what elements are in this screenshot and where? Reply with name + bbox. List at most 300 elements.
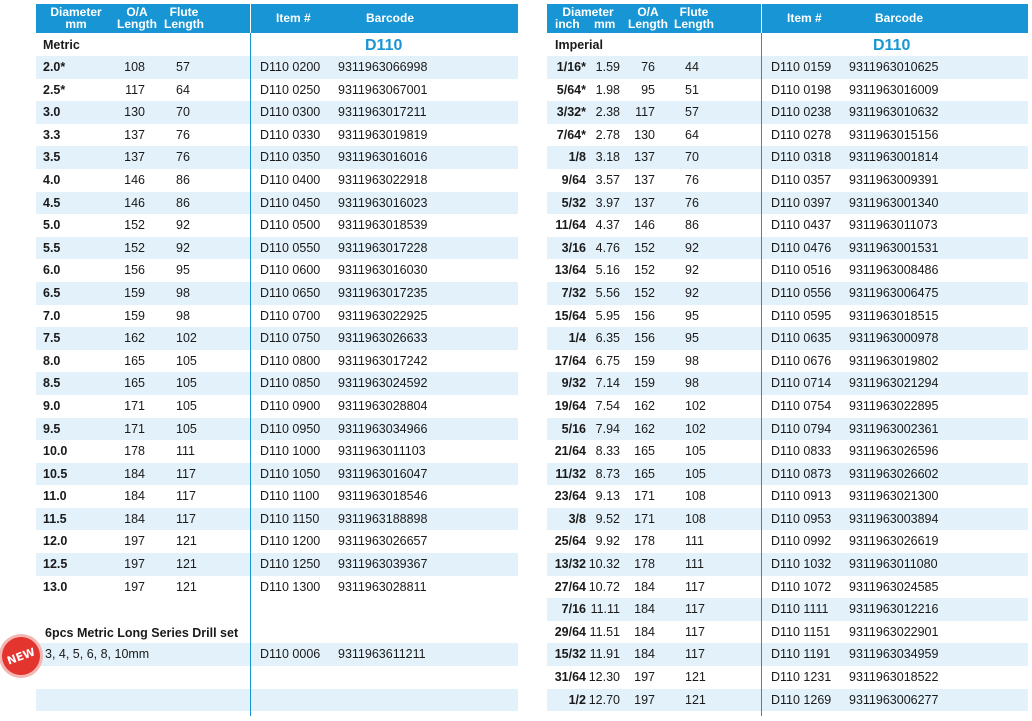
- barcode-cell: 9311963021300: [849, 489, 939, 504]
- item-number-cell: D110 0450: [260, 195, 321, 210]
- barcode-cell: 9311963011103: [338, 444, 426, 459]
- table-row: [36, 56, 518, 79]
- diameter-cell: 3.5: [43, 150, 61, 165]
- item-number-cell: D110 0794: [771, 421, 832, 436]
- oa-length-cell: 165: [634, 444, 655, 459]
- diameter-header: Diameter: [562, 5, 614, 19]
- item-number-cell: D110 0700: [260, 308, 321, 323]
- table-row: [547, 576, 1028, 599]
- mm-cell: 1.98: [595, 82, 620, 97]
- table-row: [36, 146, 518, 169]
- table-row: [547, 237, 1028, 260]
- barcode-cell: 9311963022895: [849, 398, 939, 413]
- oa-length-cell: 197: [634, 670, 655, 685]
- item-number-cell: D110 0800: [260, 353, 321, 368]
- inch-cell: 7/16: [561, 602, 586, 617]
- barcode-cell: 9311963019819: [338, 127, 428, 142]
- oa-length-cell: 156: [634, 331, 655, 346]
- barcode-cell: 9311963011080: [849, 557, 938, 572]
- table-row: [36, 508, 518, 531]
- oa-length-cell: 152: [124, 218, 145, 233]
- flute-length-cell: 98: [176, 308, 190, 323]
- oa-length-cell: 165: [634, 466, 655, 481]
- table-row: [36, 169, 518, 192]
- table-row: [547, 530, 1028, 553]
- oa-length-cell: 152: [634, 263, 655, 278]
- mm-cell: 7.14: [595, 376, 620, 391]
- table-row: [36, 282, 518, 305]
- barcode-cell: 9311963026602: [849, 466, 939, 481]
- barcode-cell: 9311963017228: [338, 240, 428, 255]
- set-item-number: D110 0006: [260, 647, 321, 662]
- barcode-cell: 9311963015156: [849, 127, 939, 142]
- table-row: [547, 508, 1028, 531]
- oa-length-cell: 152: [124, 240, 145, 255]
- mm-cell: 8.73: [595, 466, 620, 481]
- item-number-cell: D110 0516: [771, 263, 832, 278]
- barcode-cell: 9311963011073: [849, 218, 938, 233]
- barcode-cell: 9311963028804: [338, 398, 428, 413]
- barcode-header: Barcode: [366, 11, 415, 25]
- metric-blank-row: [36, 689, 518, 712]
- diameter-cell: 7.5: [43, 331, 61, 346]
- item-number-cell: D110 0550: [260, 240, 321, 255]
- barcode-cell: 9311963003894: [849, 511, 939, 526]
- item-number-cell: D110 0238: [771, 105, 832, 120]
- oa-length-cell: 165: [124, 376, 145, 391]
- inch-cell: 3/16: [561, 240, 586, 255]
- flute-length-cell: 98: [685, 353, 699, 368]
- barcode-cell: 9311963024585: [849, 579, 939, 594]
- imperial-table: [547, 4, 1028, 711]
- metric-header-row: [36, 4, 518, 33]
- oa-length-cell: 146: [124, 172, 145, 187]
- barcode-cell: 9311963018546: [338, 489, 428, 504]
- mm-cell: 6.75: [595, 353, 620, 368]
- mm-cell: 9.52: [595, 511, 620, 526]
- flute-length-cell: 121: [176, 557, 197, 572]
- item-number-cell: D110 1300: [260, 579, 321, 594]
- inch-cell: 13/64: [554, 263, 586, 278]
- oa-length-cell: 156: [124, 263, 145, 278]
- flute-length-cell: 102: [176, 331, 197, 346]
- table-row: [547, 485, 1028, 508]
- diameter-cell: 5.0: [43, 218, 61, 233]
- metric-rows: [36, 56, 518, 598]
- mm-cell: 3.18: [595, 150, 620, 165]
- metric-blank-row: [36, 598, 518, 621]
- oa-sub-header: Length: [117, 17, 157, 31]
- oa-length-cell: 130: [124, 105, 145, 120]
- oa-length-cell: 95: [641, 82, 655, 97]
- item-number-cell: D110 1111: [771, 602, 829, 617]
- mm-cell: 5.95: [595, 308, 620, 323]
- table-row: [547, 282, 1028, 305]
- inch-cell: 3/32*: [556, 105, 586, 120]
- oa-length-cell: 162: [124, 331, 145, 346]
- flute-length-cell: 108: [685, 489, 706, 504]
- table-row: [547, 666, 1028, 689]
- diameter-cell: 6.5: [43, 285, 61, 300]
- item-number-cell: D110 0500: [260, 218, 321, 233]
- barcode-cell: 9311963022925: [338, 308, 428, 323]
- flute-length-cell: 121: [685, 692, 706, 707]
- inch-cell: 25/64: [554, 534, 586, 549]
- diameter-cell: 4.5: [43, 195, 61, 210]
- table-row: [547, 124, 1028, 147]
- flute-length-cell: 44: [685, 60, 699, 74]
- barcode-cell: 9311963009391: [849, 172, 939, 187]
- flute-length-cell: 117: [176, 466, 196, 481]
- table-row: [36, 463, 518, 486]
- oa-length-cell: 117: [635, 105, 655, 120]
- flute-length-cell: 117: [685, 647, 705, 662]
- item-number-cell: D110 0200: [260, 60, 321, 74]
- flute-length-cell: 111: [176, 444, 196, 459]
- diameter-cell: 9.5: [43, 421, 61, 436]
- item-number-cell: D110 0676: [771, 353, 832, 368]
- oa-length-cell: 178: [124, 444, 145, 459]
- metric-section-label: Metric: [43, 38, 80, 52]
- barcode-cell: 9311963008486: [849, 263, 939, 278]
- diameter-cell: 8.5: [43, 376, 61, 391]
- inch-cell: 1/2: [568, 692, 586, 707]
- table-row: [36, 576, 518, 599]
- diameter-cell: 11.5: [43, 511, 67, 526]
- set-barcode: 9311963611211: [338, 647, 426, 662]
- table-row: [547, 146, 1028, 169]
- item-number-cell: D110 1032: [771, 557, 832, 572]
- item-number-cell: D110 0714: [771, 376, 832, 391]
- flute-length-cell: 102: [685, 421, 706, 436]
- table-row: [36, 440, 518, 463]
- mm-cell: 5.56: [595, 285, 620, 300]
- oa-length-cell: 184: [124, 511, 145, 526]
- set-title-row: [36, 621, 518, 644]
- diameter-cell: 10.0: [43, 444, 68, 459]
- table-row: [547, 259, 1028, 282]
- table-row: [36, 101, 518, 124]
- diameter-cell: 3.3: [43, 127, 61, 142]
- diameter-cell: 6.0: [43, 263, 61, 278]
- oa-length-cell: 152: [634, 285, 655, 300]
- barcode-cell: 9311963018515: [849, 308, 939, 323]
- new-badge-label: NEW: [5, 644, 37, 668]
- item-number-cell: D110 0350: [260, 150, 321, 165]
- flute-length-cell: 64: [176, 82, 190, 97]
- table-row: [36, 418, 518, 441]
- flute-length-cell: 102: [685, 398, 706, 413]
- mm-cell: 11.11: [590, 602, 620, 617]
- oa-sub-header: Length: [628, 17, 668, 31]
- item-header: Item #: [787, 11, 822, 25]
- oa-length-cell: 137: [634, 172, 655, 187]
- table-row: [36, 192, 518, 215]
- inch-cell: 1/8: [568, 150, 586, 165]
- mm-cell: 11.51: [589, 624, 620, 639]
- table-row: [547, 643, 1028, 666]
- flute-sub-header: Length: [164, 17, 204, 31]
- table-row: [36, 305, 518, 328]
- mm-cell: 11.91: [589, 647, 620, 662]
- oa-length-cell: 165: [124, 353, 145, 368]
- table-row: [547, 192, 1028, 215]
- inch-cell: 27/64: [554, 579, 586, 594]
- item-number-cell: D110 0833: [771, 444, 832, 459]
- mm-cell: 7.94: [595, 421, 620, 436]
- table-row: [547, 101, 1028, 124]
- table-row: [547, 440, 1028, 463]
- oa-length-cell: 130: [634, 127, 655, 142]
- diameter-header: Diameter: [50, 5, 102, 19]
- oa-length-cell: 146: [124, 195, 145, 210]
- mm-cell: 4.76: [595, 240, 620, 255]
- inch-cell: 31/64: [554, 670, 586, 685]
- flute-length-cell: 108: [685, 511, 706, 526]
- flute-header: Flute: [679, 5, 709, 19]
- item-number-cell: D110 0159: [771, 60, 832, 74]
- diameter-cell: 13.0: [43, 579, 68, 594]
- table-row: [547, 350, 1028, 373]
- imperial-series-title: D110: [873, 37, 911, 54]
- mm-cell: 1.59: [595, 60, 620, 74]
- oa-length-cell: 197: [124, 557, 145, 572]
- mm-cell: 10.72: [588, 579, 620, 594]
- mm-header: mm: [594, 17, 616, 31]
- barcode-cell: 9311963034966: [338, 421, 428, 436]
- item-number-cell: D110 0318: [771, 150, 832, 165]
- flute-length-cell: 57: [685, 105, 699, 120]
- diameter-cell: 5.5: [43, 240, 61, 255]
- diameter-cell: 9.0: [43, 398, 61, 413]
- header-separator: [250, 4, 251, 33]
- barcode-cell: 9311963018522: [849, 670, 939, 685]
- table-row: [36, 350, 518, 373]
- inch-cell: 3/8: [568, 511, 586, 526]
- mm-cell: 6.35: [595, 331, 620, 346]
- oa-length-cell: 159: [634, 376, 655, 391]
- flute-length-cell: 86: [176, 172, 190, 187]
- item-number-cell: D110 0198: [771, 82, 832, 97]
- table-row: [36, 485, 518, 508]
- mm-cell: 9.13: [595, 489, 620, 504]
- flute-length-cell: 117: [176, 489, 196, 504]
- inch-cell: 15/64: [554, 308, 586, 323]
- flute-length-cell: 98: [685, 376, 699, 391]
- oa-length-cell: 171: [634, 511, 655, 526]
- oa-length-cell: 76: [641, 60, 655, 74]
- item-number-cell: D110 1151: [771, 624, 831, 639]
- inch-cell: 13/32: [554, 557, 586, 572]
- barcode-header: Barcode: [875, 11, 924, 25]
- mm-cell: 2.78: [595, 127, 620, 142]
- oa-length-cell: 162: [634, 421, 655, 436]
- set-title: 6pcs Metric Long Series Drill set: [45, 625, 239, 640]
- item-number-cell: D110 0556: [771, 285, 832, 300]
- flute-length-cell: 105: [176, 353, 197, 368]
- oa-header: O/A: [637, 5, 659, 19]
- mm-cell: 4.37: [595, 218, 620, 233]
- flute-length-cell: 70: [685, 150, 699, 165]
- diameter-cell: 12.5: [43, 557, 68, 572]
- oa-length-cell: 117: [125, 82, 145, 97]
- barcode-cell: 9311963039367: [338, 557, 428, 572]
- mm-cell: 3.97: [595, 195, 620, 210]
- barcode-cell: 9311963016023: [338, 195, 428, 210]
- oa-length-cell: 137: [634, 150, 655, 165]
- set-detail-row: [36, 643, 518, 666]
- item-number-cell: D110 1191: [771, 647, 831, 662]
- imperial-section-label: Imperial: [555, 38, 603, 52]
- oa-length-cell: 137: [124, 127, 145, 142]
- table-row: [547, 372, 1028, 395]
- item-number-cell: D110 1050: [260, 466, 321, 481]
- inch-cell: 17/64: [554, 353, 586, 368]
- item-number-cell: D110 0600: [260, 263, 321, 278]
- item-number-cell: D110 0992: [771, 534, 832, 549]
- barcode-cell: 9311963016009: [849, 82, 939, 97]
- flute-length-cell: 92: [685, 240, 699, 255]
- inch-cell: 5/64*: [556, 82, 586, 97]
- item-number-cell: D110 0400: [260, 172, 321, 187]
- table-row: [547, 463, 1028, 486]
- metric-blank-row: [36, 666, 518, 689]
- flute-length-cell: 121: [685, 670, 706, 685]
- item-number-cell: D110 0953: [771, 511, 832, 526]
- inch-cell: 9/32: [561, 376, 586, 391]
- header-separator: [761, 4, 762, 33]
- barcode-cell: 9311963012216: [849, 602, 939, 617]
- item-number-cell: D110 0950: [260, 421, 321, 436]
- oa-length-cell: 171: [124, 398, 145, 413]
- flute-length-cell: 92: [685, 285, 699, 300]
- flute-length-cell: 105: [176, 376, 197, 391]
- mm-cell: 12.30: [588, 670, 620, 685]
- inch-cell: 1/16*: [556, 60, 586, 74]
- item-number-cell: D110 0250: [260, 82, 321, 97]
- flute-length-cell: 98: [176, 285, 190, 300]
- imperial-column-divider: [761, 33, 762, 716]
- barcode-cell: 9311963001340: [849, 195, 939, 210]
- item-number-cell: D110 1231: [771, 670, 832, 685]
- item-number-cell: D110 0873: [771, 466, 832, 481]
- imperial-header-row: [547, 4, 1028, 33]
- oa-length-cell: 184: [124, 466, 145, 481]
- inch-cell: 11/64: [555, 218, 586, 233]
- oa-length-cell: 146: [634, 218, 655, 233]
- barcode-cell: 9311963010632: [849, 105, 939, 120]
- flute-length-cell: 92: [176, 240, 190, 255]
- table-row: [547, 621, 1028, 644]
- inch-cell: 23/64: [554, 489, 586, 504]
- oa-length-cell: 108: [124, 60, 145, 74]
- flute-length-cell: 121: [176, 579, 197, 594]
- table-row: [36, 327, 518, 350]
- barcode-cell: 9311963018539: [338, 218, 428, 233]
- diameter-cell: 8.0: [43, 353, 61, 368]
- oa-length-cell: 178: [634, 557, 655, 572]
- flute-length-cell: 86: [176, 195, 190, 210]
- item-number-cell: D110 1100: [260, 489, 320, 504]
- inch-cell: 5/32: [561, 195, 586, 210]
- oa-length-cell: 184: [634, 647, 655, 662]
- oa-length-cell: 171: [634, 489, 655, 504]
- metric-series-title: D110: [365, 37, 403, 54]
- table-row: [36, 237, 518, 260]
- table-row: [547, 395, 1028, 418]
- barcode-cell: 9311963017242: [338, 353, 428, 368]
- table-row: [547, 56, 1028, 79]
- barcode-cell: 9311963016030: [338, 263, 428, 278]
- barcode-cell: 9311963016016: [338, 150, 428, 165]
- oa-length-cell: 197: [124, 579, 145, 594]
- barcode-cell: 9311963026596: [849, 444, 939, 459]
- inch-header: inch: [555, 17, 580, 31]
- table-row: [36, 259, 518, 282]
- barcode-cell: 9311963017211: [338, 105, 427, 120]
- barcode-cell: 9311963067001: [338, 82, 428, 97]
- item-number-cell: D110 1150: [260, 511, 320, 526]
- table-row: [547, 553, 1028, 576]
- barcode-cell: 9311963006277: [849, 692, 939, 707]
- mm-cell: 9.92: [595, 534, 620, 549]
- oa-length-cell: 162: [634, 398, 655, 413]
- table-row: [547, 418, 1028, 441]
- barcode-cell: 9311963066998: [338, 60, 428, 74]
- item-number-cell: D110 0750: [260, 331, 321, 346]
- flute-length-cell: 76: [685, 172, 699, 187]
- item-number-cell: D110 1072: [771, 579, 832, 594]
- table-row: [547, 689, 1028, 712]
- barcode-cell: 9311963016047: [338, 466, 428, 481]
- flute-length-cell: 95: [176, 263, 190, 278]
- flute-length-cell: 57: [176, 60, 190, 74]
- item-number-cell: D110 0595: [771, 308, 832, 323]
- table-row: [36, 214, 518, 237]
- inch-cell: 15/32: [554, 647, 586, 662]
- table-row: [36, 553, 518, 576]
- table-row: [547, 214, 1028, 237]
- oa-length-cell: 159: [634, 353, 655, 368]
- barcode-cell: 9311963034959: [849, 647, 939, 662]
- item-number-cell: D110 1250: [260, 557, 321, 572]
- inch-cell: 9/64: [561, 172, 586, 187]
- oa-length-cell: 184: [634, 579, 655, 594]
- diameter-cell: 12.0: [43, 534, 68, 549]
- table-row: [547, 305, 1028, 328]
- flute-length-cell: 105: [176, 398, 197, 413]
- barcode-cell: 9311963188898: [338, 511, 428, 526]
- table-row: [36, 395, 518, 418]
- diameter-cell: 11.0: [43, 489, 67, 504]
- barcode-cell: 9311963026633: [338, 331, 428, 346]
- item-header: Item #: [276, 11, 311, 25]
- mm-cell: 12.70: [588, 692, 620, 707]
- barcode-cell: 9311963022918: [338, 172, 428, 187]
- flute-length-cell: 117: [685, 579, 705, 594]
- inch-cell: 11/32: [555, 466, 586, 481]
- set-sizes: 3, 4, 5, 6, 8, 10mm: [45, 647, 150, 662]
- inch-cell: 29/64: [554, 624, 586, 639]
- barcode-cell: 9311963026657: [338, 534, 428, 549]
- oa-length-cell: 159: [124, 285, 145, 300]
- item-number-cell: D110 1269: [771, 692, 832, 707]
- table-row: [36, 530, 518, 553]
- flute-length-cell: 117: [685, 602, 705, 617]
- imperial-section-row: [547, 33, 1028, 56]
- item-number-cell: D110 0913: [771, 489, 832, 504]
- oa-length-cell: 137: [124, 150, 145, 165]
